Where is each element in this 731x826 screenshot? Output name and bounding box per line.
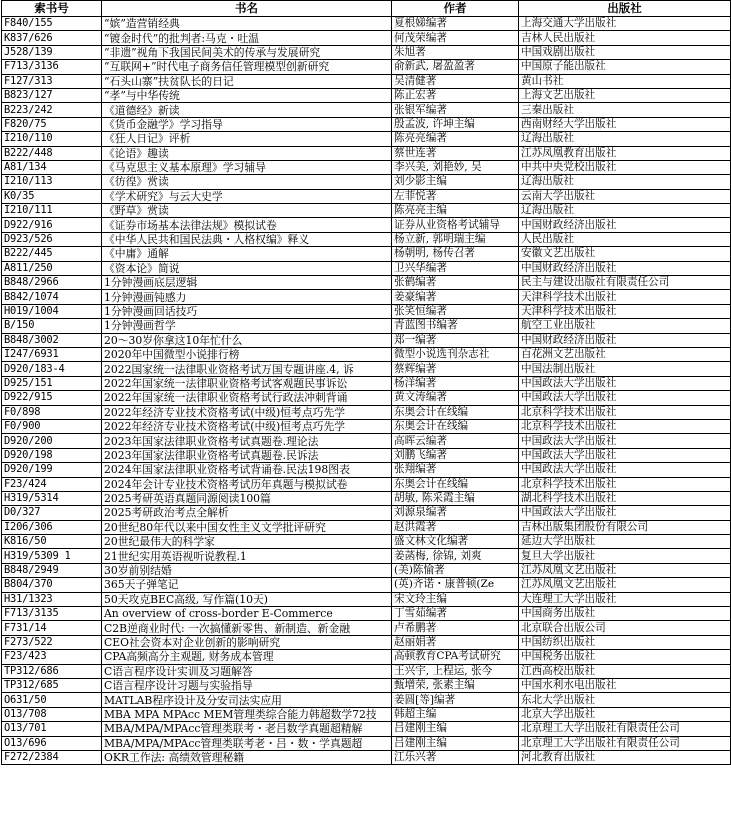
table-row — [2, 477, 731, 491]
title-cell: 50天攻克BEC高级, 写作篇(10天) — [102, 592, 392, 606]
call-number-cell: H319/5314 — [2, 491, 102, 505]
author-cell: 刘源泉编著 — [392, 506, 519, 520]
author-cell: 黄文涛编著 — [392, 391, 519, 405]
title-cell: 《道德经》新读 — [102, 103, 392, 117]
author-cell: 陈正宏著 — [392, 88, 519, 102]
author-cell: 姜豪编著 — [392, 290, 519, 304]
author-cell: 高晖云编著 — [392, 434, 519, 448]
table-row — [2, 635, 731, 649]
title-cell: 2024年会计专业技术资格考试历年真题与模拟试卷 — [102, 477, 392, 491]
call-number-cell: D923/526 — [2, 232, 102, 246]
author-cell: 甄增荣, 张素主编 — [392, 678, 519, 692]
header-row — [2, 1, 731, 17]
title-cell: 《论语》趣读 — [102, 146, 392, 160]
table-row — [2, 261, 731, 275]
call-number-cell: B/150 — [2, 319, 102, 333]
title-cell: “石头山寨”扶贫队长的日记 — [102, 74, 392, 88]
call-number-cell: F273/522 — [2, 635, 102, 649]
publisher-cell: 上海交通大学出版社 — [519, 17, 731, 31]
author-cell: 张银军编著 — [392, 103, 519, 117]
title-cell: 《资本论》简说 — [102, 261, 392, 275]
publisher-cell: 中国法制出版社 — [519, 362, 731, 376]
publisher-cell: 中国财政经济出版社 — [519, 261, 731, 275]
header-author: 作者 — [392, 1, 519, 17]
title-cell: CPA高频高分主观题, 财务成本管理 — [102, 650, 392, 664]
author-cell: 李兴美, 刘艳妙, 吴 — [392, 160, 519, 174]
author-cell: 刘鹏飞编著 — [392, 448, 519, 462]
publisher-cell: 辽海出版社 — [519, 132, 731, 146]
title-cell: 《野草》赏读 — [102, 204, 392, 218]
publisher-cell: 大连理工大学出版社 — [519, 592, 731, 606]
title-cell: 20～30岁你拿这10年忙什么 — [102, 333, 392, 347]
call-number-cell: O13/701 — [2, 722, 102, 736]
author-cell: 吴清健著 — [392, 74, 519, 88]
publisher-cell: 西南财经大学出版社 — [519, 117, 731, 131]
publisher-cell: 中国政法大学出版社 — [519, 448, 731, 462]
table-row — [2, 578, 731, 592]
title-cell: 2024年国家法律职业资格考试背诵卷.民法198图表 — [102, 463, 392, 477]
publisher-cell: 中国政法大学出版社 — [519, 376, 731, 390]
call-number-cell: I210/113 — [2, 175, 102, 189]
table-row — [2, 175, 731, 189]
title-cell: “互联网+”时代电子商务信任管理模型创新研究 — [102, 60, 392, 74]
table-row — [2, 132, 731, 146]
title-cell: C2B逆商业时代: 一次搞懂新零售、新制造、新金融 — [102, 621, 392, 635]
call-number-cell: D0/327 — [2, 506, 102, 520]
table-row — [2, 17, 731, 31]
publisher-cell: 上海文艺出版社 — [519, 88, 731, 102]
table-row — [2, 491, 731, 505]
title-cell: 21世纪实用英语视听说教程.1 — [102, 549, 392, 563]
table-row — [2, 693, 731, 707]
title-cell: C语言程序设计习题与实验指导 — [102, 678, 392, 692]
call-number-cell: B823/127 — [2, 88, 102, 102]
title-cell: 2023年国家法律职业资格考试真题卷.理论法 — [102, 434, 392, 448]
call-number-cell: I247/6931 — [2, 347, 102, 361]
call-number-cell: F0/900 — [2, 419, 102, 433]
table-row — [2, 204, 731, 218]
publisher-cell: 东北大学出版社 — [519, 693, 731, 707]
call-number-cell: I206/306 — [2, 520, 102, 534]
author-cell: 郑一编著 — [392, 333, 519, 347]
author-cell: 江乐兴著 — [392, 750, 519, 764]
publisher-cell: 延边大学出版社 — [519, 535, 731, 549]
table-row — [2, 319, 731, 333]
call-number-cell: F272/2384 — [2, 750, 102, 764]
publisher-cell: 中国水利水电出版社 — [519, 678, 731, 692]
table-row — [2, 664, 731, 678]
call-number-cell: D922/916 — [2, 218, 102, 232]
call-number-cell: F713/3135 — [2, 607, 102, 621]
call-number-cell: D925/151 — [2, 376, 102, 390]
table-row — [2, 304, 731, 318]
table-row — [2, 218, 731, 232]
table-row — [2, 146, 731, 160]
title-cell: 《学术研究》与云大史学 — [102, 189, 392, 203]
title-cell: 2022年经济专业技术资格考试(中级)恒考点巧先学 — [102, 405, 392, 419]
table-row — [2, 722, 731, 736]
table-row — [2, 405, 731, 419]
table-row — [2, 391, 731, 405]
table-row — [2, 290, 731, 304]
title-cell: 2025考研政治考点全解析 — [102, 506, 392, 520]
call-number-cell: B222/445 — [2, 247, 102, 261]
author-cell: 殷孟波, 许坤主编 — [392, 117, 519, 131]
title-cell: 《证券市场基本法律法规》模拟试卷 — [102, 218, 392, 232]
author-cell: 蔡辉编著 — [392, 362, 519, 376]
publisher-cell: 云南大学出版社 — [519, 189, 731, 203]
call-number-cell: B848/3002 — [2, 333, 102, 347]
title-cell: MBA/MPA/MPAcc管理类联考老・吕・数・学真题超 — [102, 736, 392, 750]
call-number-cell: F127/313 — [2, 74, 102, 88]
table-row — [2, 607, 731, 621]
title-cell: 1分钟漫画哲学 — [102, 319, 392, 333]
author-cell: 张翔编著 — [392, 463, 519, 477]
table-row — [2, 419, 731, 433]
call-number-cell: F840/155 — [2, 17, 102, 31]
table-row — [2, 333, 731, 347]
table-row — [2, 535, 731, 549]
publisher-cell: 黄山书社 — [519, 74, 731, 88]
table-row — [2, 549, 731, 563]
table-row — [2, 621, 731, 635]
author-cell: 蔡世连著 — [392, 146, 519, 160]
title-cell: 《中华人民共和国民法典・人格权编》释义 — [102, 232, 392, 246]
publisher-cell: 中国纺织出版社 — [519, 635, 731, 649]
publisher-cell: 北京联合出版公司 — [519, 621, 731, 635]
table-row — [2, 463, 731, 477]
table-row — [2, 736, 731, 750]
table-row — [2, 60, 731, 74]
table-row — [2, 520, 731, 534]
table-row — [2, 189, 731, 203]
publisher-cell: 北京大学出版社 — [519, 707, 731, 721]
title-cell: 《彷徨》赏读 — [102, 175, 392, 189]
call-number-cell: D920/198 — [2, 448, 102, 462]
author-cell: 陈亮亮编著 — [392, 132, 519, 146]
publisher-cell: 天津科学技术出版社 — [519, 304, 731, 318]
call-number-cell: F23/424 — [2, 477, 102, 491]
title-cell: C语言程序设计实训及习题解答 — [102, 664, 392, 678]
title-cell: MATLAB程序设计及分安司法实应用 — [102, 693, 392, 707]
table-row — [2, 592, 731, 606]
publisher-cell: 江苏凤凰文艺出版社 — [519, 563, 731, 577]
author-cell: 张笑恒编著 — [392, 304, 519, 318]
call-number-cell: K816/50 — [2, 535, 102, 549]
title-cell: 《狂人日记》评析 — [102, 132, 392, 146]
call-number-cell: H31/1323 — [2, 592, 102, 606]
call-number-cell: A811/250 — [2, 261, 102, 275]
call-number-cell: B848/2966 — [2, 276, 102, 290]
author-cell: 朱旭著 — [392, 45, 519, 59]
publisher-cell: 吉林出版集团股份有限公司 — [519, 520, 731, 534]
title-cell: 2022年国家统一法律职业资格考试客观题民事诉讼 — [102, 376, 392, 390]
table-row — [2, 247, 731, 261]
title-cell: MBA MPA MPAcc MEM管理类综合能力韩超数学72技 — [102, 707, 392, 721]
publisher-cell: 北京理工大学出版社有限责任公司 — [519, 736, 731, 750]
publisher-cell: 复旦大学出版社 — [519, 549, 731, 563]
publisher-cell: 中国政法大学出版社 — [519, 391, 731, 405]
author-cell: 夏根娣编著 — [392, 17, 519, 31]
title-cell: CEO社会资本对企业创新的影响研究 — [102, 635, 392, 649]
publisher-cell: 北京理工大学出版社有限责任公司 — [519, 722, 731, 736]
publisher-cell: 三秦出版社 — [519, 103, 731, 117]
table-row — [2, 31, 731, 45]
call-number-cell: K0/35 — [2, 189, 102, 203]
author-cell: 青蓝图书编著 — [392, 319, 519, 333]
table-row — [2, 678, 731, 692]
table-row — [2, 117, 731, 131]
title-cell: “嫔”造营销经典 — [102, 17, 392, 31]
title-cell: “非遗”视角下我国民间美术的传承与发展研究 — [102, 45, 392, 59]
publisher-cell: 北京科学技术出版社 — [519, 419, 731, 433]
table-row — [2, 707, 731, 721]
call-number-cell: A81/134 — [2, 160, 102, 174]
publisher-cell: 中共中央党校出版社 — [519, 160, 731, 174]
title-cell: 2025考研英语真题同源阅读100篇 — [102, 491, 392, 505]
publisher-cell: 江苏凤凰教育出版社 — [519, 146, 731, 160]
author-cell: 赵洪霞著 — [392, 520, 519, 534]
call-number-cell: D920/183-4 — [2, 362, 102, 376]
author-cell: (美)陈愉著 — [392, 563, 519, 577]
publisher-cell: 湖北科学技术出版社 — [519, 491, 731, 505]
title-cell: 2022国家统一法律职业资格考试万国专题讲座.4, 诉 — [102, 362, 392, 376]
call-number-cell: TP312/686 — [2, 664, 102, 678]
publisher-cell: 河北教育出版社 — [519, 750, 731, 764]
publisher-cell: 中国政法大学出版社 — [519, 434, 731, 448]
title-cell: 2022年国家统一法律职业资格考试行政法冲刺背诵 — [102, 391, 392, 405]
table-row — [2, 160, 731, 174]
author-cell: 东奥会计在线编 — [392, 405, 519, 419]
table-row — [2, 276, 731, 290]
title-cell: MBA/MPA/MPAcc管理类联考・老吕数学真题超精解 — [102, 722, 392, 736]
author-cell: 王兴宇, 上程运, 张今 — [392, 664, 519, 678]
publisher-cell: 天津科学技术出版社 — [519, 290, 731, 304]
author-cell: 姜菡梅, 徐锦, 刘爽 — [392, 549, 519, 563]
publisher-cell: 北京科学技术出版社 — [519, 477, 731, 491]
author-cell: 卢希鹏著 — [392, 621, 519, 635]
author-cell: 陈亮亮主编 — [392, 204, 519, 218]
header-title: 书名 — [102, 1, 392, 17]
call-number-cell: I210/111 — [2, 204, 102, 218]
call-number-cell: F23/423 — [2, 650, 102, 664]
call-number-cell: F713/3136 — [2, 60, 102, 74]
author-cell: 东奥会计在线编 — [392, 477, 519, 491]
title-cell: 1分钟漫画钝感力 — [102, 290, 392, 304]
table-row — [2, 650, 731, 664]
publisher-cell: 中国政法大学出版社 — [519, 506, 731, 520]
title-cell: 《货币金融学》学习指导 — [102, 117, 392, 131]
call-number-cell: O13/696 — [2, 736, 102, 750]
author-cell: 杨朝明, 杨传召著 — [392, 247, 519, 261]
author-cell: 卫兴华编著 — [392, 261, 519, 275]
title-cell: 20世纪最伟大的科学家 — [102, 535, 392, 549]
call-number-cell: I210/110 — [2, 132, 102, 146]
author-cell: 俞新武, 屠盈盈著 — [392, 60, 519, 74]
author-cell: 吕建刚主编 — [392, 722, 519, 736]
publisher-cell: 江西高校出版社 — [519, 664, 731, 678]
title-cell: 1分钟漫画回话技巧 — [102, 304, 392, 318]
call-number-cell: H319/5309 1 — [2, 549, 102, 563]
call-number-cell: F820/75 — [2, 117, 102, 131]
author-cell: 证券从业资格考试辅导 — [392, 218, 519, 232]
publisher-cell: 中国商务出版社 — [519, 607, 731, 621]
call-number-cell: B804/370 — [2, 578, 102, 592]
publisher-cell: 中国财政经济出版社 — [519, 333, 731, 347]
author-cell: 胡敏, 陈采霞主编 — [392, 491, 519, 505]
author-cell: 盛文林文化编著 — [392, 535, 519, 549]
call-number-cell: B842/1074 — [2, 290, 102, 304]
publisher-cell: 江苏凤凰文艺出版社 — [519, 578, 731, 592]
title-cell: 1分钟漫画底层逻辑 — [102, 276, 392, 290]
call-number-cell: D920/199 — [2, 463, 102, 477]
publisher-cell: 中国财政经济出版社 — [519, 218, 731, 232]
author-cell: 刘少影主编 — [392, 175, 519, 189]
publisher-cell: 辽海出版社 — [519, 175, 731, 189]
table-row — [2, 74, 731, 88]
title-cell: An overview of cross-border E-Commerce — [102, 607, 392, 621]
title-cell: 2023年国家法律职业资格考试真题卷.民诉法 — [102, 448, 392, 462]
publisher-cell: 民主与建设出版社有限责任公司 — [519, 276, 731, 290]
table-row — [2, 506, 731, 520]
author-cell: 丁雪茹编著 — [392, 607, 519, 621]
author-cell: 吕建刚主编 — [392, 736, 519, 750]
call-number-cell: TP312/685 — [2, 678, 102, 692]
call-number-cell: B223/242 — [2, 103, 102, 117]
table-row — [2, 362, 731, 376]
table-row — [2, 232, 731, 246]
author-cell: 宋文玲主编 — [392, 592, 519, 606]
author-cell: 赵丽娟著 — [392, 635, 519, 649]
publisher-cell: 百花洲文艺出版社 — [519, 347, 731, 361]
author-cell: 左菲悦著 — [392, 189, 519, 203]
call-number-cell: J528/139 — [2, 45, 102, 59]
call-number-cell: K837/626 — [2, 31, 102, 45]
table-row — [2, 88, 731, 102]
header-call-number: 索书号 — [2, 1, 102, 17]
call-number-cell: B222/448 — [2, 146, 102, 160]
publisher-cell: 北京科学技术出版社 — [519, 405, 731, 419]
title-cell: “孝”与中华传统 — [102, 88, 392, 102]
publisher-cell: 吉林人民出版社 — [519, 31, 731, 45]
table-row — [2, 347, 731, 361]
table-row — [2, 434, 731, 448]
table-row — [2, 448, 731, 462]
author-cell: 杨洋编著 — [392, 376, 519, 390]
book-catalog-table — [1, 0, 731, 765]
publisher-cell: 中国政法大学出版社 — [519, 463, 731, 477]
table-row — [2, 45, 731, 59]
call-number-cell: F0/898 — [2, 405, 102, 419]
call-number-cell: O13/708 — [2, 707, 102, 721]
table-row — [2, 103, 731, 117]
title-cell: 365天子弹笔记 — [102, 578, 392, 592]
call-number-cell: D920/200 — [2, 434, 102, 448]
publisher-cell: 辽海出版社 — [519, 204, 731, 218]
title-cell: OKR工作法: 高绩效管理秘籍 — [102, 750, 392, 764]
author-cell: 微型小说选刊杂志社 — [392, 347, 519, 361]
author-cell: (英)齐诺・康普顿(Ze — [392, 578, 519, 592]
title-cell: 2020年中国微型小说排行榜 — [102, 347, 392, 361]
table-row — [2, 563, 731, 577]
publisher-cell: 人民出版社 — [519, 232, 731, 246]
title-cell: “镀金时代”的批判者:马克・吐温 — [102, 31, 392, 45]
title-cell: 30岁前别结婚 — [102, 563, 392, 577]
call-number-cell: O631/50 — [2, 693, 102, 707]
header-publisher: 出版社 — [519, 1, 731, 17]
call-number-cell: F731/14 — [2, 621, 102, 635]
author-cell: 高顿教育CPA考试研究 — [392, 650, 519, 664]
title-cell: 《中庸》通解 — [102, 247, 392, 261]
publisher-cell: 中国戏剧出版社 — [519, 45, 731, 59]
table-row — [2, 750, 731, 764]
table-row — [2, 376, 731, 390]
title-cell: 《马克思主义基本原理》学习辅导 — [102, 160, 392, 174]
call-number-cell: B848/2949 — [2, 563, 102, 577]
publisher-cell: 中国原子能出版社 — [519, 60, 731, 74]
author-cell: 东奥会计在线编 — [392, 419, 519, 433]
call-number-cell: D922/915 — [2, 391, 102, 405]
author-cell: 何茂荣编著 — [392, 31, 519, 45]
title-cell: 2022年经济专业技术资格考试(中级)恒考点巧先学 — [102, 419, 392, 433]
author-cell: 韩超主编 — [392, 707, 519, 721]
author-cell: 杨立新, 郭明瑞主编 — [392, 232, 519, 246]
title-cell: 20世纪80年代以来中国女性主义文学批评研究 — [102, 520, 392, 534]
author-cell: 姜圆[等]编著 — [392, 693, 519, 707]
publisher-cell: 安徽文艺出版社 — [519, 247, 731, 261]
call-number-cell: H019/1004 — [2, 304, 102, 318]
author-cell: 张鹤编著 — [392, 276, 519, 290]
publisher-cell: 航空工业出版社 — [519, 319, 731, 333]
publisher-cell: 中国税务出版社 — [519, 650, 731, 664]
